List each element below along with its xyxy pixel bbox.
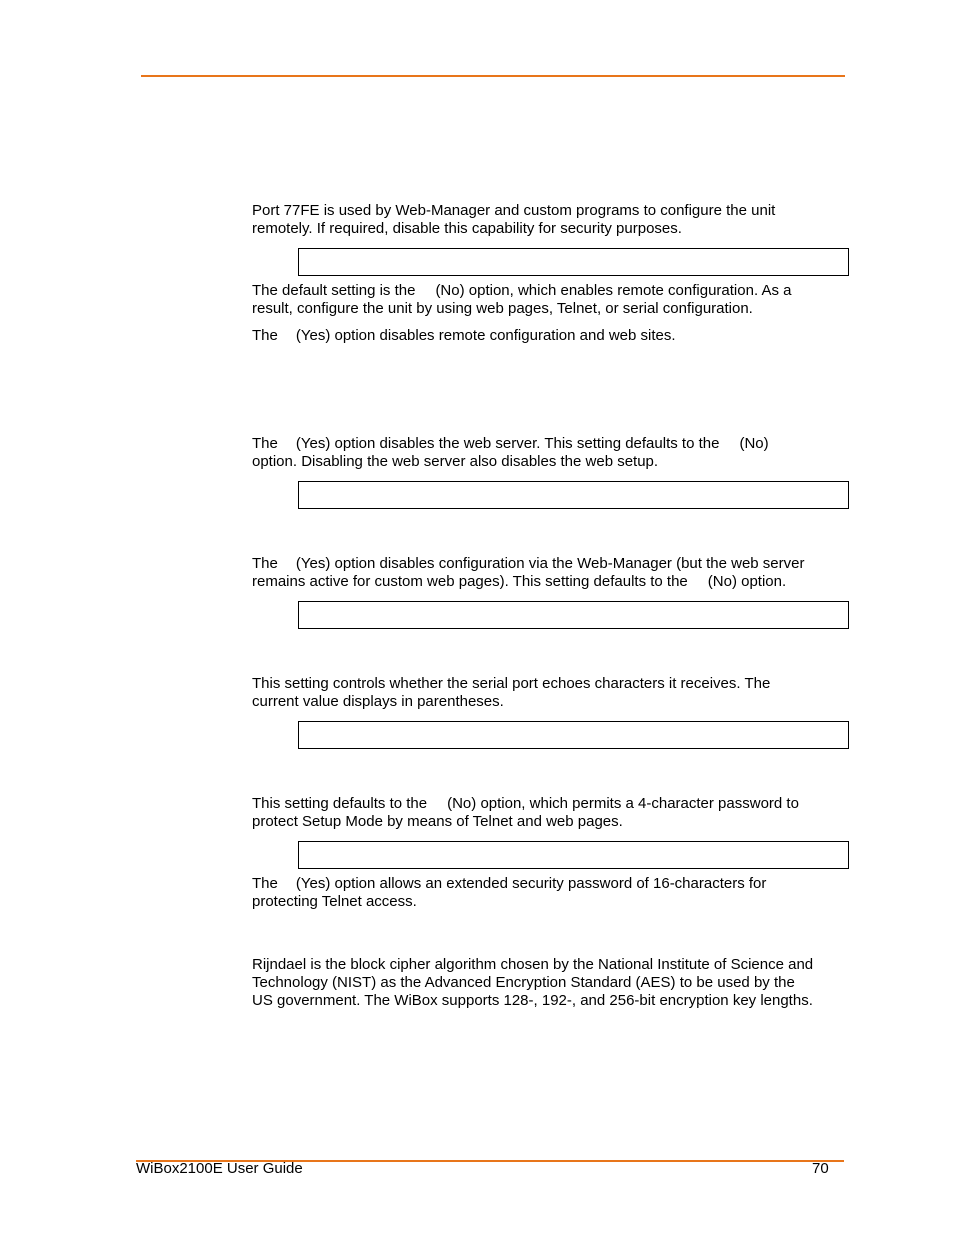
setting-prompt-box bbox=[298, 841, 849, 869]
paragraph-line: Port 77FE is used by Web-Manager and custom programs to configure the unit bbox=[252, 202, 776, 219]
text-segment: The bbox=[252, 327, 278, 344]
paragraph-line: protecting Telnet access. bbox=[252, 893, 417, 910]
text-segment: The bbox=[252, 435, 278, 452]
remote-config-yes-paragraph bbox=[252, 327, 852, 345]
paragraph-line: result, configure the unit by using web pages, Telnet, or serial configuration. bbox=[252, 300, 753, 317]
password-default-paragraph bbox=[252, 795, 852, 831]
paragraph-line: Technology (NIST) as the Advanced Encryption Standard (AES) to be used by the bbox=[252, 974, 795, 991]
text-segment: (Yes) option disables remote configuration and web sites. bbox=[295, 327, 676, 344]
extended-password-paragraph bbox=[252, 875, 852, 911]
setting-prompt-box bbox=[298, 481, 849, 509]
setting-prompt-box bbox=[298, 248, 849, 276]
setting-prompt-box bbox=[298, 721, 849, 749]
remote-config-default-paragraph bbox=[252, 282, 852, 318]
paragraph-line: US government. The WiBox supports 128-, 192-, and 256-bit encryption key lengths. bbox=[252, 992, 813, 1009]
paragraph-line: option. Disabling the web server also disables the web setup. bbox=[252, 453, 659, 470]
footer-title: WiBox2100E User Guide bbox=[136, 1160, 303, 1177]
paragraph-line: remotely. If required, disable this capability for security purposes. bbox=[252, 220, 682, 237]
paragraph-line: protect Setup Mode by means of Telnet and web pages. bbox=[252, 813, 623, 830]
text-segment: This setting defaults to the bbox=[252, 795, 428, 812]
text-segment: (Yes) option disables configuration via the Web-Manager (but the web server bbox=[295, 555, 805, 572]
text-segment: The bbox=[252, 555, 278, 572]
setting-prompt-box bbox=[298, 601, 849, 629]
text-segment: The default setting is the bbox=[252, 282, 416, 299]
header-rule bbox=[141, 75, 845, 77]
text-segment: (No) option. bbox=[707, 573, 787, 590]
text-segment: The bbox=[252, 875, 278, 892]
text-segment: (No) option, which enables remote configuration. As a bbox=[435, 282, 792, 299]
port-77fe-paragraph bbox=[252, 202, 852, 238]
text-segment: (No) option, which permits a 4-character password to bbox=[447, 795, 799, 812]
text-segment: remains active for custom web pages). This setting defaults to the bbox=[252, 573, 688, 590]
web-manager-paragraph bbox=[252, 555, 852, 591]
rijndael-paragraph bbox=[252, 956, 852, 1010]
paragraph-line: Rijndael is the block cipher algorithm chosen by the National Institute of Science and bbox=[252, 956, 814, 973]
web-server-paragraph bbox=[252, 435, 852, 471]
text-segment: (Yes) option disables the web server. This setting defaults to the bbox=[295, 435, 720, 452]
paragraph-line: current value displays in parentheses. bbox=[252, 693, 504, 710]
paragraph-line: This setting controls whether the serial port echoes characters it receives. The bbox=[252, 675, 771, 692]
text-segment: (Yes) option allows an extended security password of 16-characters for bbox=[295, 875, 767, 892]
text-segment: (No) bbox=[739, 435, 769, 452]
page-number: 70 bbox=[812, 1160, 829, 1177]
serial-echo-paragraph bbox=[252, 675, 852, 711]
